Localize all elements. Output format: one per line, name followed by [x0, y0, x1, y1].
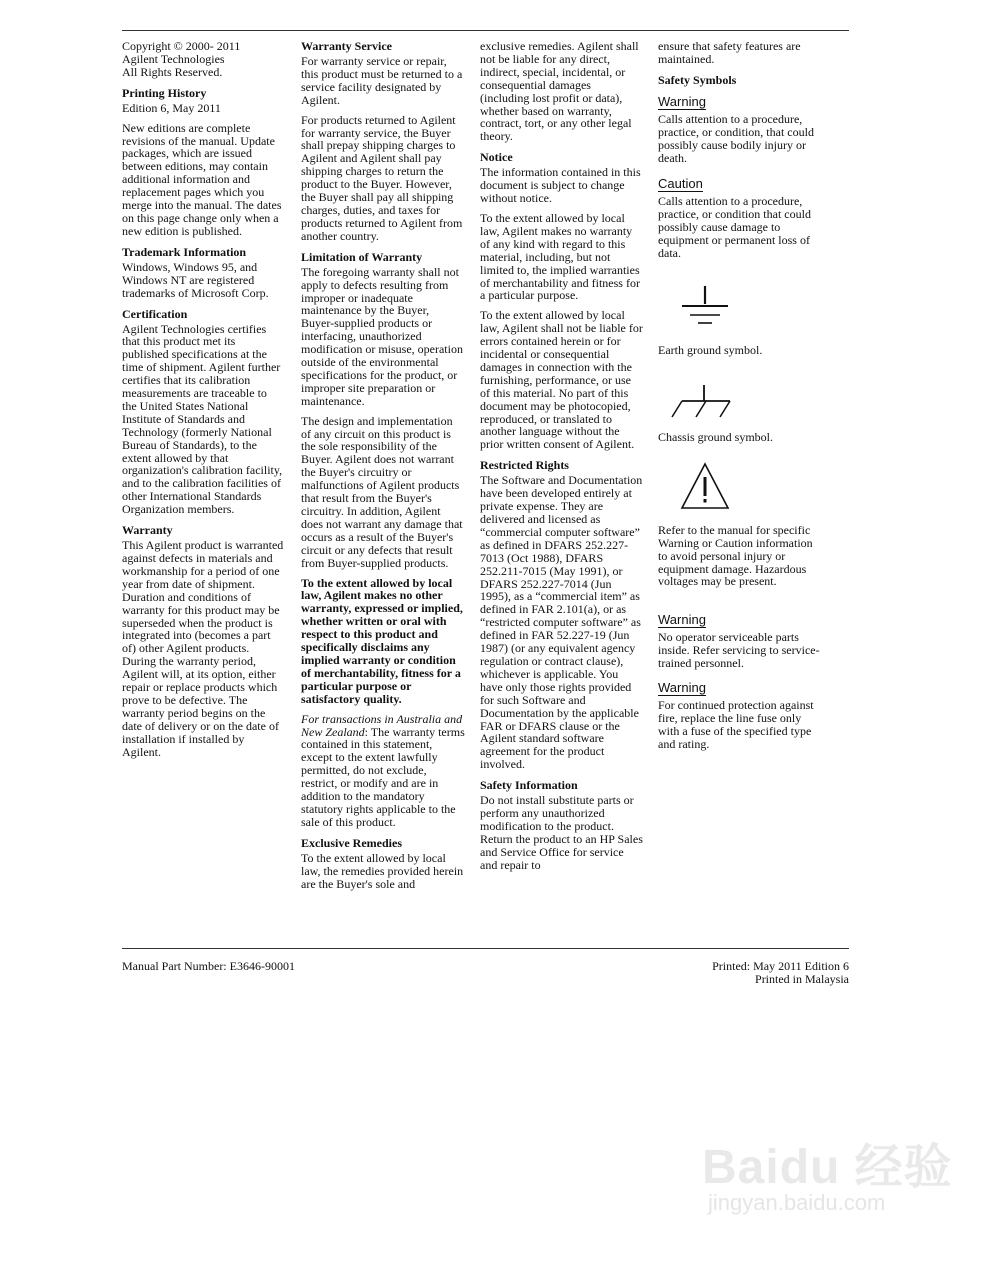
chassis-ground-icon: [668, 383, 738, 425]
column-2: [301, 40, 465, 897]
safety-symbols-heading: Safety Symbols: [658, 72, 737, 87]
warning-3-body: For continued protection against fire, replace the line fuse only with a fuse of the specified type and rating.: [658, 698, 814, 751]
warning-label: Warning: [658, 93, 706, 109]
warning-body: Calls attention to a procedure, practice, or condition, that could possibly cause bodily injury or death.: [658, 111, 814, 165]
notice-body-3: To the extent allowed by local law, Agilent shall not be liable for errors contained herein or for incidental or consequential damages in connection with the furnishing, performance, or use of this material. No part of this document may be photocopied, reproduced, or translated to another language without the prior written consent of Agilent.: [480, 308, 643, 452]
warranty-service-heading: Warranty Service: [301, 39, 392, 53]
warning-triangle-icon: [680, 462, 730, 510]
certification-heading: Certification: [122, 306, 188, 321]
printed-edition: Printed: May 2011 Edition 6: [712, 959, 849, 973]
safety-continued: ensure that safety features are maintained.: [658, 39, 801, 66]
column-3: [480, 40, 643, 879]
printed-in: Printed in Malaysia: [755, 972, 849, 986]
watermark-logo: Baidu 经验: [702, 1141, 953, 1194]
earth-ground-icon: [678, 284, 738, 334]
print-info: [712, 960, 849, 986]
printing-history-heading: Printing History: [122, 85, 207, 100]
caution-body: Calls attention to a procedure, practice, or condition that could possibly cause damage to equipment or permanent loss of data.: [658, 194, 811, 261]
trademark-heading: Trademark Information: [122, 244, 247, 259]
refer-manual-body: Refer to the manual for specific Warning or Caution information to avoid personal injury or equipment damage. Hazardous voltages may be present.: [658, 522, 813, 589]
warranty-body-2: During the warranty period, Agilent will, at its option, either repair or replace products which prove to be defective. The warranty period begins on the date of delivery or on the date of installation if installed by Agilent.: [122, 654, 279, 759]
warranty-heading: Warranty: [122, 523, 173, 538]
notice-body-2: To the extent allowed by local law, Agilent makes no warranty of any kind with regard to this material, including, but not limited to, the implied warranties of merchantability and fitness for a particular purpose.: [480, 210, 640, 303]
exclusive-remedies-heading: Exclusive Remedies: [301, 835, 402, 850]
restricted-rights-body: The Software and Documentation have been developed entirely at private expense. They are delivered and licensed as “commercial computer software” as defined in DFARS 252.227-7013 (Oct 1988), DFARS 252.211-7015 (May 1991), or DFARS 252.227-7014 (Jun 1995), as a “commercial item” as defined in FAR 2.101(a), or as “restricted computer software” as defined in FAR 52.227-19 (Jun 1987) (or any equivalent agency regulation or contract clause), whichever is applicable. You have only those rights provided for such Software and Documentation by the applicable FAR or DFARS clause or the Agilent standard software agreement for the product involved.: [480, 473, 643, 772]
australia-italic: For transactions in Australia and New Zealand: [301, 711, 463, 739]
watermark-url: jingyan.baidu.com: [708, 1190, 886, 1215]
edition-line: Edition 6, May 2011: [122, 100, 221, 115]
exclusive-remedies-continued: exclusive remedies. Agilent shall not be liable for any direct, indirect, special, incidental, or consequential damages (including lost profit or data), whether based on warranty, contract, tort, or any other legal theory.: [480, 39, 639, 144]
australia-rest: : The warranty terms contained in this statement, except to the extent lawfully permitted, do not exclude, restrict, or modify and are in addition to the mandatory statutory rights applicable to the sale of this product.: [301, 724, 465, 829]
restricted-rights-heading: Restricted Rights: [480, 458, 569, 473]
bottom-rule: [122, 948, 849, 949]
safety-information-heading: Safety Information: [480, 778, 578, 793]
column-1: [122, 40, 284, 766]
limitation-body-2: The design and implementation of any circuit on this product is the sole responsibility of the Buyer. Agilent does not warrant the Buyer's circuitry or malfunctions of Agilent products that result from the Buyer's circuitry. In addition, Agilent does not warrant any damage that occurs as a result of the Buyer's circuit or any defects that result from Buyer-supplied products.: [301, 413, 463, 570]
part-number: Manual Part Number: E3646-90001: [122, 959, 295, 973]
limitation-heading: Limitation of Warranty: [301, 249, 423, 264]
column-4: [658, 40, 823, 758]
warranty-body-1: This Agilent product is warranted against defects in materials and workmanship for a period of one year from date of shipment. Duration and conditions of warranty for this product may be superseded when the product is integrated into (becomes a part of) other Agilent products.: [122, 538, 284, 656]
watermark: [702, 1128, 962, 1258]
safety-information-body: Do not install substitute parts or perform any unauthorized modification to the product. Return the product to an HP Sales and Service Office for service and repair to: [480, 793, 643, 872]
warning-2-label: Warning: [658, 612, 706, 628]
caution-label: Caution: [658, 176, 703, 192]
notice-body-1: The information contained in this document is subject to change without notice.: [480, 165, 641, 206]
earth-ground-caption: Earth ground symbol.: [658, 342, 763, 357]
trademark-body: Windows, Windows 95, and Windows NT are registered trademarks of Microsoft Corp.: [122, 259, 269, 300]
chassis-ground-caption: Chassis ground symbol.: [658, 429, 774, 444]
printing-history-body: New editions are complete revisions of the manual. Update packages, which are issued between editions, may contain additional information and replacement pages which you merge into the manual. The dates on this page change only when a new edition is published.: [122, 120, 282, 238]
certification-body: Agilent Technologies certifies that this product met its published specifications at the time of shipment. Agilent further certifies that its calibration measurements are traceable to the United States National Institute of Standards and Technology (formerly National Bureau of Standards), to the extent allowed by that organization's calibration facility, and to the calibration facilities of other International Standards Organization members.: [122, 321, 283, 517]
notice-heading: Notice: [480, 150, 513, 165]
copyright-line: Copyright © 2000- 2011: [122, 39, 241, 53]
australia-paragraph: [301, 713, 465, 829]
limitation-disclaimer: To the extent allowed by local law, Agilent makes no other warranty, expressed or implied, whether written or oral with respect to this product and specifically disclaims any implied warranty or condition of merchantability, fitness for a particular purpose or satisfactory quality.: [301, 575, 463, 706]
warning-2-body: No operator serviceable parts inside. Refer servicing to service-trained personnel.: [658, 630, 820, 671]
limitation-body-1: The foregoing warranty shall not apply to defects resulting from improper or inadequate maintenance by the Buyer, Buyer-supplied products or interfacing, unauthorized modification or misuse, operation outside of the environmental specifications for the product, or improper site preparation or maintenance.: [301, 264, 463, 408]
top-rule: [122, 30, 849, 31]
exclusive-remedies-body: To the extent allowed by local law, the remedies provided herein are the Buyer's sole and: [301, 850, 464, 891]
rights-line: All Rights Reserved.: [122, 64, 223, 79]
warranty-service-body-1: For warranty service or repair, this product must be returned to a service facility designated by Agilent.: [301, 54, 463, 107]
company-name: Agilent Technologies: [122, 51, 225, 66]
warranty-service-body-2: For products returned to Agilent for warranty service, the Buyer shall prepay shipping charges to Agilent and Agilent shall pay shipping charges to return the product to the Buyer. However, the Buyer shall pay all shipping charges, duties, and taxes for products returned to Agilent from another country.: [301, 112, 463, 243]
warning-3-label: Warning: [658, 680, 706, 696]
